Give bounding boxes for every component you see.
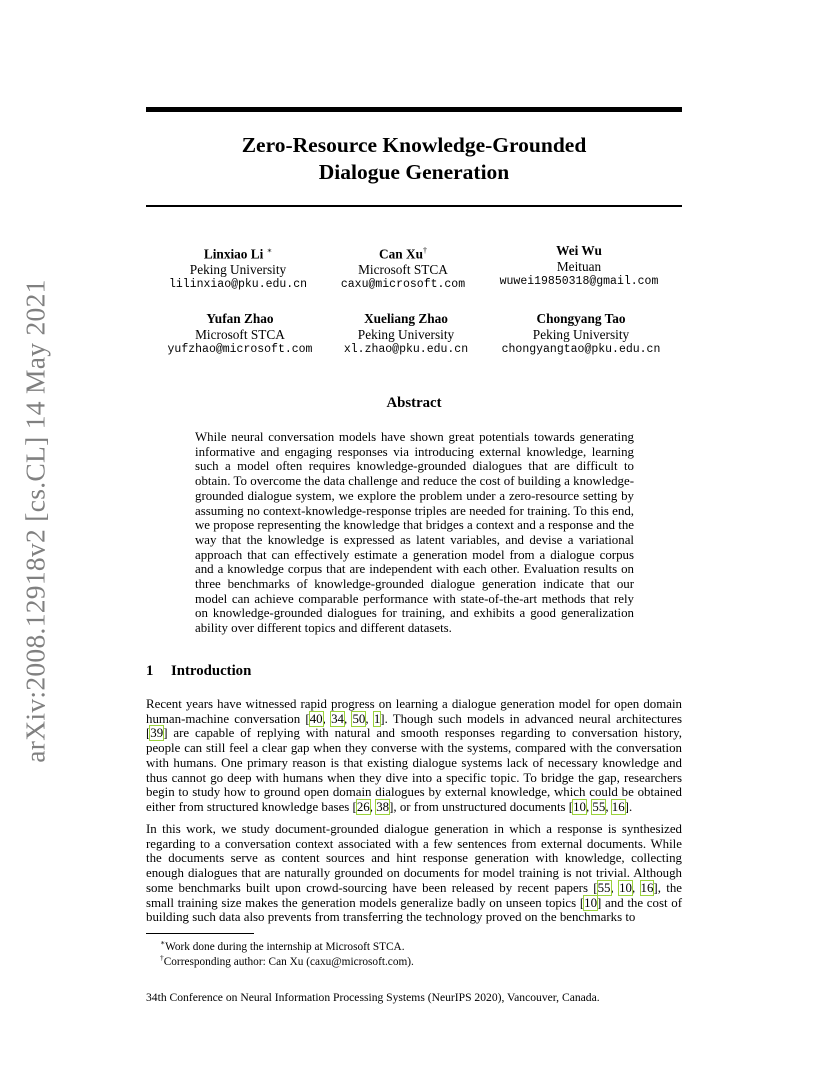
citation-link[interactable]: 10 [573,799,586,814]
author-email: yufzhao@microsoft.com [167,343,313,356]
citation-link[interactable]: 10 [584,895,598,910]
author-affiliation: Microsoft STCA [358,261,448,277]
citation-link[interactable]: 40 [309,711,323,726]
author-name: Xueliang Zhao [364,311,448,326]
citation-link[interactable]: 34 [331,711,344,726]
citation-link[interactable]: 16 [611,799,625,814]
paper-title [146,132,682,186]
footnote-text: Work done during the internship at Microsoft STCA. [165,940,405,953]
author-name: Yufan Zhao [206,311,274,326]
author-name: Wei Wu [556,243,602,258]
author-name: Can Xu [379,246,423,262]
footnote-rule [146,933,254,934]
citation-link[interactable]: 16 [640,880,654,895]
title-line-2: Dialogue Generation [318,160,510,184]
author-affiliation: Microsoft STCA [195,326,285,342]
abstract-heading: Abstract [386,395,442,411]
intro-paragraph-2: In this work, we study document-grounded dialogue generation in which a response is synthesized regarding to a conversation context associated with a few sentences from external documents. While the documents serve as content sources and hint response generation with knowledge, collecting enough dialogues that are naturally grounded on documents for model training is not trivial. Although some benchmarks built upon crowd-sourcing have been released by recent papers [55, 10, 16], the small training size makes the generation models generalize badly on unseen topics [10] and the cost of building such data also prevents from transferring the technology proved on the benchmarks to [146,822,683,925]
title-line-1: Zero-Resource Knowledge-Grounded [241,133,587,157]
citation-link[interactable]: 55 [597,880,611,895]
author-block [471,311,691,358]
author-affiliation: Peking University [189,261,287,277]
citation-link[interactable]: 50 [352,711,366,726]
citation-link[interactable]: 10 [619,880,632,895]
intro-paragraph-1: Recent years have witnessed rapid progress on learning a dialogue generation model for open domain human-machine conversation [40, 34, 50, 1]. Though such models in advanced neural architectures [39] are capable of replying with natural and smooth responses regarding to conversation history, people can still feel a clear gap when they converse with the systems, compared with the conversation with humans. One primary reason is that existing dialogue systems lack of necessary knowledge and thus cannot go deep with humans when they dive into a specific topic. To bridge the gap, researchers begin to study how to ground open domain dialogues by external knowledge, which could be obtained either from structured knowledge bases [26, 38], or from unstructured documents [10, 55, 16]. [146,697,683,814]
arxiv-identifier-text: arXiv:2008.12918v2 [cs.CL] 14 May 2021 [20,279,51,763]
author-block [469,243,689,290]
footnote [160,951,414,969]
citation-link[interactable]: 39 [150,726,164,741]
conference-note: 34th Conference on Neural Information Processing Systems (NeurIPS 2020), Vancouver, Canada. [146,991,600,1004]
citation-link[interactable]: 55 [592,799,606,814]
section-number: 1 [146,663,154,679]
author-mark: ∗ [266,246,273,255]
author-name: Chongyang Tao [536,311,626,326]
citation-link[interactable]: 38 [376,799,390,814]
author-email: chongyangtao@pku.edu.cn [501,343,661,356]
author-email: lilinxiao@pku.edu.cn [168,278,308,292]
footnote-mark: † [160,953,164,962]
author-name: Linxiao Li [203,246,264,262]
arxiv-identifier [16,281,56,761]
section-heading [146,663,251,680]
title-top-rule [146,107,682,112]
abstract-text: While neural conversation models have shown great potentials towards generating informative and engaging responses via introducing external knowledge, learning such a model often requires knowledge-grounded dialogues that are difficult to obtain. To overcome the data challenge and reduce the cost of building a knowledge-grounded dialogue system, we explore the problem under a zero-resource setting by assuming no context-knowledge-response triples are needed for training. To this end, we propose representing the knowledge that bridges a context and a response and the way that the knowledge is expressed as latent variables, and devise a variational approach that can effectively estimate a generation model from a dialogue corpus and a knowledge corpus that are independent with each other. Evaluation results on three benchmarks of knowledge-grounded dialogue generation indicate that our model can achieve comparable performance with state-of-the-art methods that rely on knowledge-grounded dialogues for training, and exhibits a good generalization ability over different topics and different datasets. [195,430,634,636]
author-email: caxu@microsoft.com [340,278,466,292]
citation-link[interactable]: 26 [356,799,370,814]
footnote-text: Corresponding author: Can Xu (caxu@microsoft.com). [163,955,414,968]
author-affiliation: Peking University [357,326,455,342]
author-email: xl.zhao@pku.edu.cn [343,343,469,356]
author-affiliation: Meituan [556,258,602,274]
author-affiliation: Peking University [532,326,630,342]
title-bottom-rule [146,205,682,207]
author-email: wuwei19850318@gmail.com [499,275,659,288]
author-mark: † [422,246,427,255]
footnote-mark: ∗ [160,938,166,947]
section-title: Introduction [171,663,252,679]
citation-link[interactable]: 1 [373,711,381,726]
